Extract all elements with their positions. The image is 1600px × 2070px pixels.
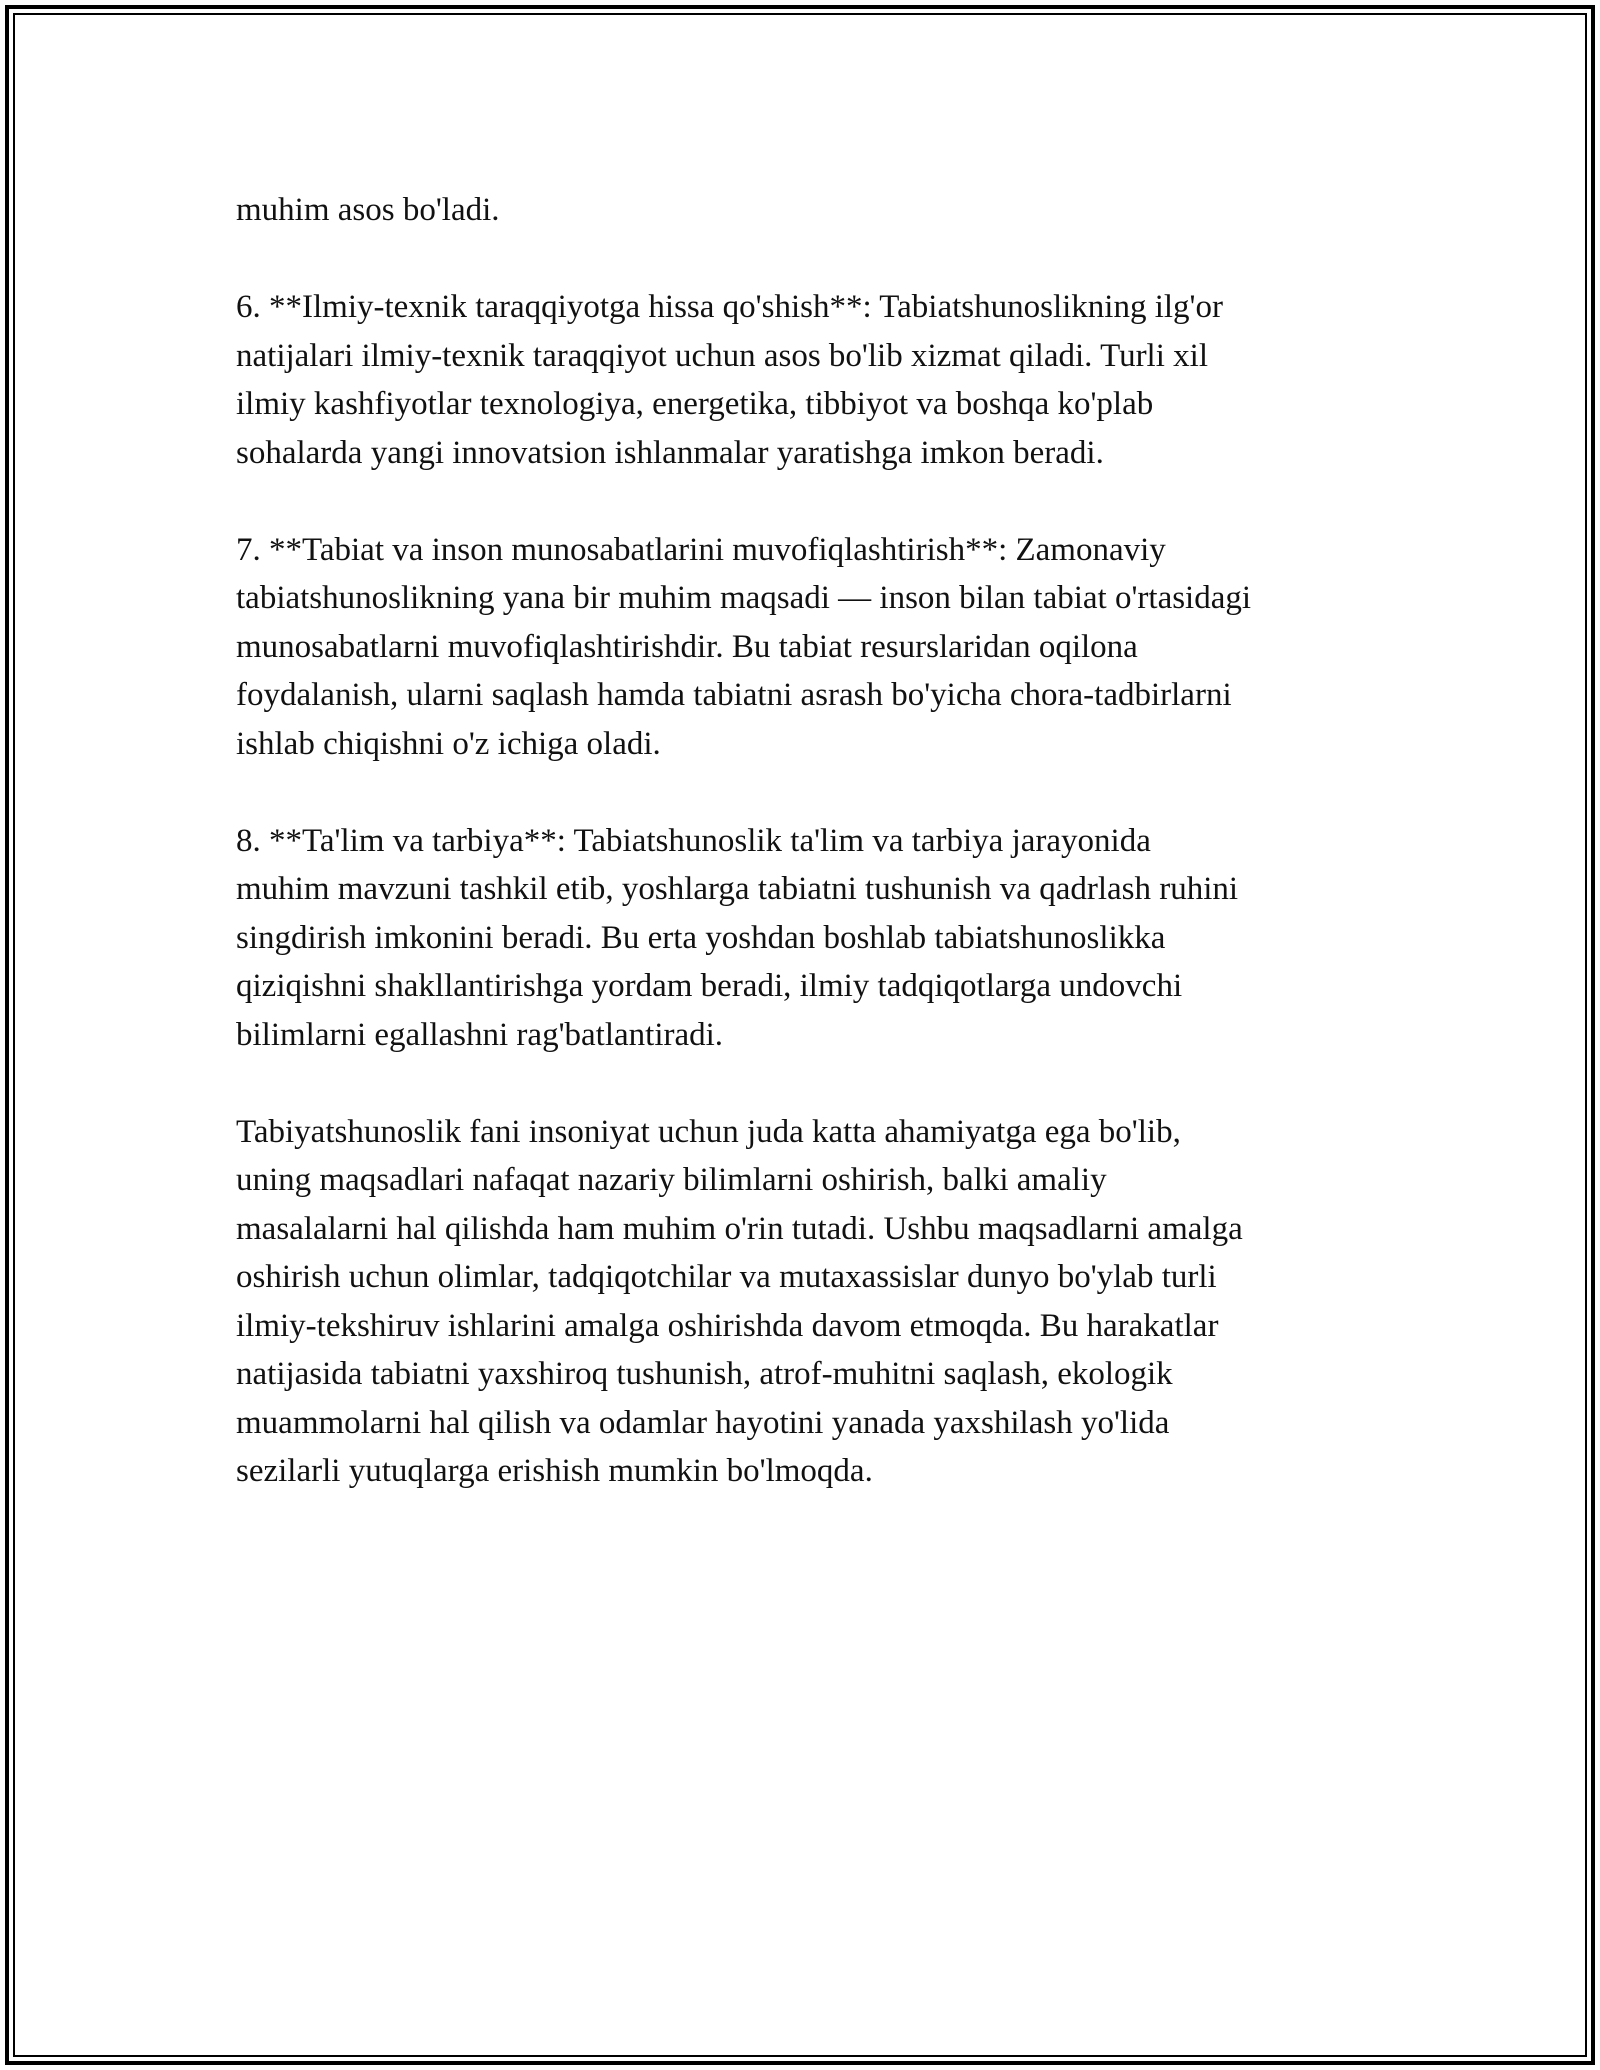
- text-line: 7. **Tabiat va inson munosabatlarini muvofiqlashtirish**: Zamonaviy: [236, 531, 1166, 568]
- text-line: 8. **Ta'lim va tarbiya**: Tabiatshunoslik ta'lim va tarbiya jarayonida: [236, 822, 1151, 859]
- paragraph-item-6: [236, 283, 1396, 477]
- text-line: sezilarli yutuqlarga erishish mumkin bo'lmoqda.: [236, 1453, 873, 1489]
- text-line: bilimlarni egallashni rag'batlantiradi.: [236, 1016, 724, 1053]
- text-line: masalalarni hal qilishda ham muhim o'rin tutadi. Ushbu maqsadlarni amalga: [236, 1210, 1243, 1247]
- text-line: singdirish imkonini beradi. Bu erta yoshdan boshlab tabiatshunoslikka: [236, 919, 1166, 956]
- text-line: 6. **Ilmiy-texnik taraqqiyotga hissa qo'shish**: Tabiatshunoslikning ilg'or: [236, 289, 1223, 325]
- paragraph-continuation: [236, 186, 1396, 235]
- text-line: tabiatshunoslikning yana bir muhim maqsadi — inson bilan tabiat o'rtasidagi: [236, 580, 1252, 616]
- document-body: [236, 186, 1396, 1544]
- paragraph-conclusion: [236, 1108, 1396, 1496]
- text-line: ishlab chiqishni o'z ichiga oladi.: [236, 725, 661, 762]
- text-line: muhim mavzuni tashkil etib, yoshlarga tabiatni tushunish va qadrlash ruhini: [236, 871, 1239, 907]
- text-line: foydalanish, ularni saqlash hamda tabiatni asrash bo'yicha chora-tadbirlarni: [236, 677, 1232, 713]
- text-line: natijasida tabiatni yaxshiroq tushunish, atrof-muhitni saqlash, ekologik: [236, 1356, 1173, 1392]
- text-line: munosabatlarni muvofiqlashtirishdir. Bu tabiat resurslaridan oqilona: [236, 628, 1138, 665]
- text-line: ilmiy-tekshiruv ishlarini amalga oshirishda davom etmoqda. Bu harakatlar: [236, 1307, 1219, 1344]
- text-line: natijalari ilmiy-texnik taraqqiyot uchun asos bo'lib xizmat qiladi. Turli xil: [236, 337, 1208, 374]
- text-line: muhim asos bo'ladi.: [236, 192, 500, 228]
- text-line: muammolarni hal qilish va odamlar hayotini yanada yaxshilash yo'lida: [236, 1404, 1170, 1441]
- text-line: Tabiyatshunoslik fani insoniyat uchun juda katta ahamiyatga ega bo'lib,: [236, 1113, 1181, 1150]
- text-line: ilmiy kashfiyotlar texnologiya, energetika, tibbiyot va boshqa ko'plab: [236, 386, 1154, 422]
- text-line: sohalarda yangi innovatsion ishlanmalar yaratishga imkon beradi.: [236, 434, 1104, 471]
- paragraph-item-8: [236, 817, 1396, 1060]
- paragraph-item-7: [236, 526, 1396, 769]
- text-line: qiziqishni shakllantirishga yordam beradi, ilmiy tadqiqotlarga undovchi: [236, 968, 1183, 1004]
- text-line: oshirish uchun olimlar, tadqiqotchilar va mutaxassislar dunyo bo'ylab turli: [236, 1259, 1217, 1295]
- text-line: uning maqsadlari nafaqat nazariy bilimlarni oshirish, balki amaliy: [236, 1162, 1107, 1198]
